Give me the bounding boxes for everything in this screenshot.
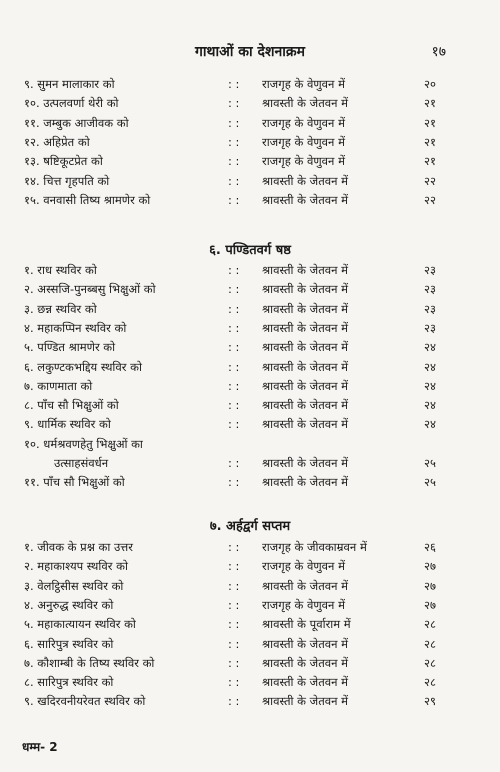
entry-location: राजगृह के वेणुवन में — [262, 115, 345, 130]
page-title: गाथाओं का देशनाक्रम — [195, 44, 305, 60]
entry-title: ९. खदिरवनीयरेवत स्थविर को — [24, 694, 146, 709]
entry-title: ७. कौशाम्बी के तिष्य स्थविर को — [24, 655, 155, 670]
entry-title: ३. छन्न स्थविर को — [24, 301, 97, 316]
signature-mark: धम्म- 2 — [22, 740, 58, 754]
entry-page: २८ — [424, 675, 436, 690]
contents-row — [0, 453, 500, 473]
entry-page: २७ — [424, 559, 436, 574]
entry-location: श्रावस्ती के जेतवन में — [262, 340, 349, 355]
entry-title: ८. सारिपुत्र स्थविर को — [24, 675, 114, 690]
entry-page: २८ — [424, 655, 436, 670]
entry-separator: : : — [228, 636, 240, 651]
entry-separator: : : — [228, 417, 240, 432]
entry-separator: : : — [228, 617, 240, 632]
contents-row — [0, 190, 500, 210]
entry-title: ५. पण्डित श्रामणेर को — [24, 340, 116, 355]
entry-location: श्रावस्ती के जेतवन में — [262, 694, 349, 709]
entry-location: श्रावस्ती के जेतवन में — [262, 475, 349, 490]
entry-page: २१ — [424, 96, 436, 111]
page-number: १७ — [431, 44, 446, 60]
contents-row — [0, 537, 500, 557]
contents-row — [0, 113, 500, 133]
contents-row — [0, 653, 500, 673]
entry-title: ६. लकुण्टकभद्दिय स्थविर को — [24, 359, 142, 374]
entry-page: २५ — [424, 456, 436, 470]
entry-separator: : : — [228, 578, 240, 593]
entry-separator: : : — [228, 282, 240, 297]
entry-separator: : : — [228, 475, 240, 490]
entry-separator: : : — [228, 378, 240, 393]
entry-page: २२ — [424, 192, 436, 207]
entry-location: श्रावस्ती के जेतवन में — [262, 173, 349, 188]
entry-location: श्रावस्ती के पूर्वाराम में — [262, 617, 351, 632]
entry-title: ९. सुमन मालाकार को — [24, 77, 115, 91]
entry-separator: : : — [228, 675, 240, 690]
entry-title: ८. पाँच सौ भिक्षुओं को — [24, 398, 119, 413]
contents-row — [0, 93, 500, 113]
entry-title: ३. वेलट्ठिसीस स्थविर को — [24, 578, 124, 593]
entry-title: ४. अनुरुद्ध स्थविर को — [24, 597, 114, 612]
entry-page: २७ — [424, 578, 436, 593]
entry-page: २१ — [424, 134, 436, 149]
entry-location: श्रावस्ती के जेतवन में — [262, 96, 349, 111]
entry-page: २० — [424, 77, 436, 91]
entry-title: ४. महाकप्पिन स्थविर को — [24, 320, 127, 335]
contents-row — [0, 395, 500, 415]
entry-separator: : : — [228, 301, 240, 316]
entry-location: श्रावस्ती के जेतवन में — [262, 320, 349, 335]
entry-separator: : : — [228, 694, 240, 709]
entry-location: राजगृह के जीवकाम्रवन में — [262, 540, 367, 554]
entry-page: २१ — [424, 154, 436, 169]
entry-title: २. अस्सजि-पुनब्बसु भिक्षुओं को — [24, 282, 156, 297]
entry-separator: : : — [228, 115, 240, 130]
entry-separator: : : — [228, 320, 240, 335]
entry-location: श्रावस्ती के जेतवन में — [262, 192, 349, 207]
entry-page: २८ — [424, 617, 436, 632]
contents-row — [0, 171, 500, 191]
contents-row — [0, 151, 500, 171]
entry-separator: : : — [228, 154, 240, 169]
entry-location: राजगृह के वेणुवन में — [262, 559, 345, 574]
contents-row — [0, 132, 500, 152]
entry-location: श्रावस्ती के जेतवन में — [262, 263, 349, 277]
contents-row — [0, 318, 500, 338]
entry-title: १३. षष्टिकूटप्रेत को — [24, 154, 103, 169]
entry-page: २४ — [424, 359, 436, 374]
entry-title: १२. अहिप्रेत को — [24, 134, 90, 149]
entry-separator: : : — [228, 655, 240, 670]
entry-page: २१ — [424, 115, 436, 130]
entry-location: श्रावस्ती के जेतवन में — [262, 636, 349, 651]
entry-page: २४ — [424, 398, 436, 413]
contents-row — [0, 634, 500, 654]
contents-row — [0, 337, 500, 357]
entry-page: २३ — [424, 282, 436, 297]
entry-title: १०. धर्मश्रवणहेतु भिक्षुओं का — [24, 436, 143, 451]
entry-separator: : : — [228, 398, 240, 413]
entry-location: राजगृह के वेणुवन में — [262, 154, 345, 169]
entry-title: १. राध स्थविर को — [24, 263, 97, 277]
entry-location: राजगृह के वेणुवन में — [262, 597, 345, 612]
entry-title: १५. वनवासी तिष्य श्रामणेर को — [24, 192, 151, 207]
entry-title: उत्साहसंवर्धन — [54, 456, 109, 470]
contents-row — [0, 299, 500, 319]
entry-separator: : : — [228, 340, 240, 355]
entry-page: २८ — [424, 636, 436, 651]
contents-row — [0, 595, 500, 615]
entry-separator: : : — [228, 359, 240, 374]
entry-location: श्रावस्ती के जेतवन में — [262, 655, 349, 670]
entry-location: श्रावस्ती के जेतवन में — [262, 359, 349, 374]
entry-page: २४ — [424, 378, 436, 393]
contents-row — [0, 376, 500, 396]
entry-title: ६. सारिपुत्र स्थविर को — [24, 636, 114, 651]
contents-row — [0, 614, 500, 634]
entry-separator: : : — [228, 77, 240, 91]
contents-row — [0, 414, 500, 434]
entry-page: २४ — [424, 417, 436, 432]
entry-title: ५. महाकात्यायन स्थविर को — [24, 617, 136, 632]
entry-location: राजगृह के वेणुवन में — [262, 134, 345, 149]
entry-page: २२ — [424, 173, 436, 188]
entry-title: १०. उत्पलवर्णा थेरी को — [24, 96, 119, 111]
section-title: ६. पण्डितवर्ग षष्ठ — [209, 243, 291, 258]
entry-title: ९. धार्मिक स्थविर को — [24, 417, 111, 432]
contents-row — [0, 576, 500, 596]
entry-location: श्रावस्ती के जेतवन में — [262, 398, 349, 413]
entry-location: श्रावस्ती के जेतवन में — [262, 282, 349, 297]
entry-separator: : : — [228, 96, 240, 111]
entry-separator: : : — [228, 540, 240, 554]
contents-row — [0, 74, 500, 94]
entry-location: श्रावस्ती के जेतवन में — [262, 378, 349, 393]
entry-separator: : : — [228, 192, 240, 207]
entry-separator: : : — [228, 559, 240, 574]
entry-page: २३ — [424, 301, 436, 316]
entry-title: ११. पाँच सौ भिक्षुओं को — [24, 475, 125, 490]
entry-page: २५ — [424, 475, 436, 490]
entry-separator: : : — [228, 173, 240, 188]
contents-row — [0, 556, 500, 576]
entry-page: २३ — [424, 263, 436, 277]
entry-page: २९ — [424, 694, 436, 709]
entry-title: १. जीवक के प्रश्न का उत्तर — [24, 540, 133, 554]
contents-row — [0, 279, 500, 299]
entry-separator: : : — [228, 134, 240, 149]
entry-location: श्रावस्ती के जेतवन में — [262, 301, 349, 316]
entry-location: राजगृह के वेणुवन में — [262, 77, 345, 91]
entry-location: श्रावस्ती के जेतवन में — [262, 578, 349, 593]
entry-location: श्रावस्ती के जेतवन में — [262, 675, 349, 690]
entry-page: २३ — [424, 320, 436, 335]
entry-separator: : : — [228, 597, 240, 612]
entry-title: २. महाकाश्यप स्थविर को — [24, 559, 128, 574]
entry-title: ७. काणमाता को — [24, 378, 93, 393]
entry-separator: : : — [228, 456, 240, 470]
entry-title: ११. जम्बुक आजीवक को — [24, 115, 129, 130]
entry-page: २७ — [424, 597, 436, 612]
entry-location: श्रावस्ती के जेतवन में — [262, 417, 349, 432]
contents-row — [0, 434, 500, 454]
entry-separator: : : — [228, 263, 240, 277]
entry-location: श्रावस्ती के जेतवन में — [262, 456, 349, 470]
contents-row — [0, 357, 500, 377]
contents-row — [0, 672, 500, 692]
entry-title: १४. चित्त गृहपति को — [24, 173, 110, 188]
contents-row — [0, 260, 500, 280]
section-title: ७. अर्हद्वर्ग सप्तम — [209, 519, 291, 534]
entry-page: २४ — [424, 340, 436, 355]
contents-row — [0, 472, 500, 492]
entry-page: २६ — [424, 540, 436, 554]
contents-row — [0, 691, 500, 711]
